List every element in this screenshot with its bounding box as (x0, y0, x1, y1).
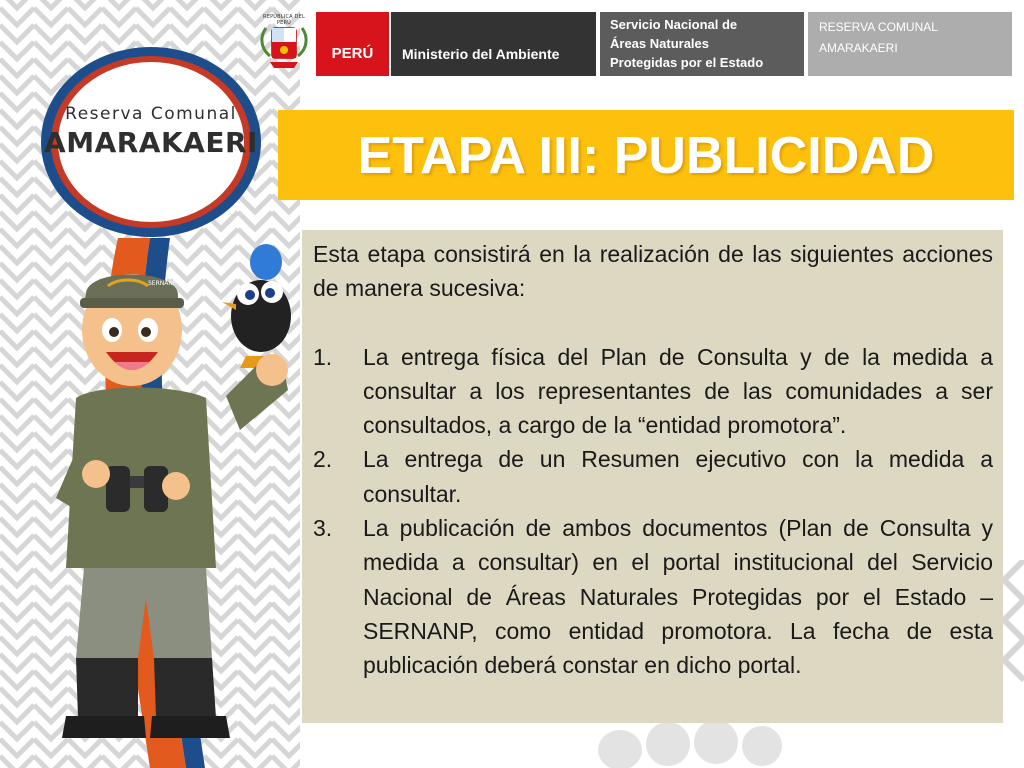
peru-label: PERÚ (331, 44, 374, 62)
list-number: 1. (313, 343, 333, 370)
reserve-brand-block (808, 12, 1012, 76)
badge-line-2: AMARAKAERI (44, 126, 258, 159)
list-text: La publicación de ambos documentos (Plan de Consulta y medida a consultar) en el portal institucional del Servicio Nacional de Áreas Naturales Protegidas por el Estado – SERNANP, como entidad promotora. La fecha de esta publicación deberá constar en dicho portal. (363, 515, 993, 679)
sernanp-brand-block (600, 12, 804, 76)
reserve-badge (38, 44, 264, 240)
title-bar (278, 110, 1014, 200)
slide-title: ETAPA III: PUBLICIDAD (357, 127, 935, 185)
peru-coat-of-arms-logo (258, 12, 310, 74)
content-box (302, 230, 1003, 723)
intro-paragraph: Esta etapa consistirá en la realización de las siguientes acciones de manera sucesiva: (313, 241, 993, 302)
cap-text: SERNANP (148, 280, 177, 287)
list-number: 2. (313, 446, 333, 473)
ranger-pants (76, 568, 212, 658)
list-text: La entrega de un Resumen ejecutivo con la medida a consultar. (363, 446, 993, 507)
bird-cap (250, 244, 282, 280)
steps-list (313, 340, 993, 683)
reserve-line: AMARAKAERI (819, 41, 898, 55)
list-item (313, 340, 993, 443)
emblem-caption: REPÚBLICA DEL PERÚ (263, 14, 305, 26)
reserve-line: RESERVA COMUNAL (819, 20, 938, 34)
park-ranger-illustration (26, 238, 296, 760)
sernanp-line: Servicio Nacional de (610, 17, 738, 32)
sernanp-line: Protegidas por el Estado (610, 55, 764, 70)
badge-line-1: Reserva Comunal (65, 104, 237, 124)
ministry-label: Ministerio del Ambiente (402, 46, 560, 62)
list-number: 3. (313, 515, 333, 542)
list-item (313, 511, 993, 682)
peru-brand-block (316, 12, 389, 76)
sernanp-line: Áreas Naturales (610, 36, 709, 51)
list-item (313, 442, 993, 511)
ministry-brand-block (391, 12, 596, 76)
list-text: La entrega física del Plan de Consulta y de la medida a consultar a los representantes de las comunidades a ser consultados, a cargo de la “entidad promotora”. (363, 343, 993, 439)
